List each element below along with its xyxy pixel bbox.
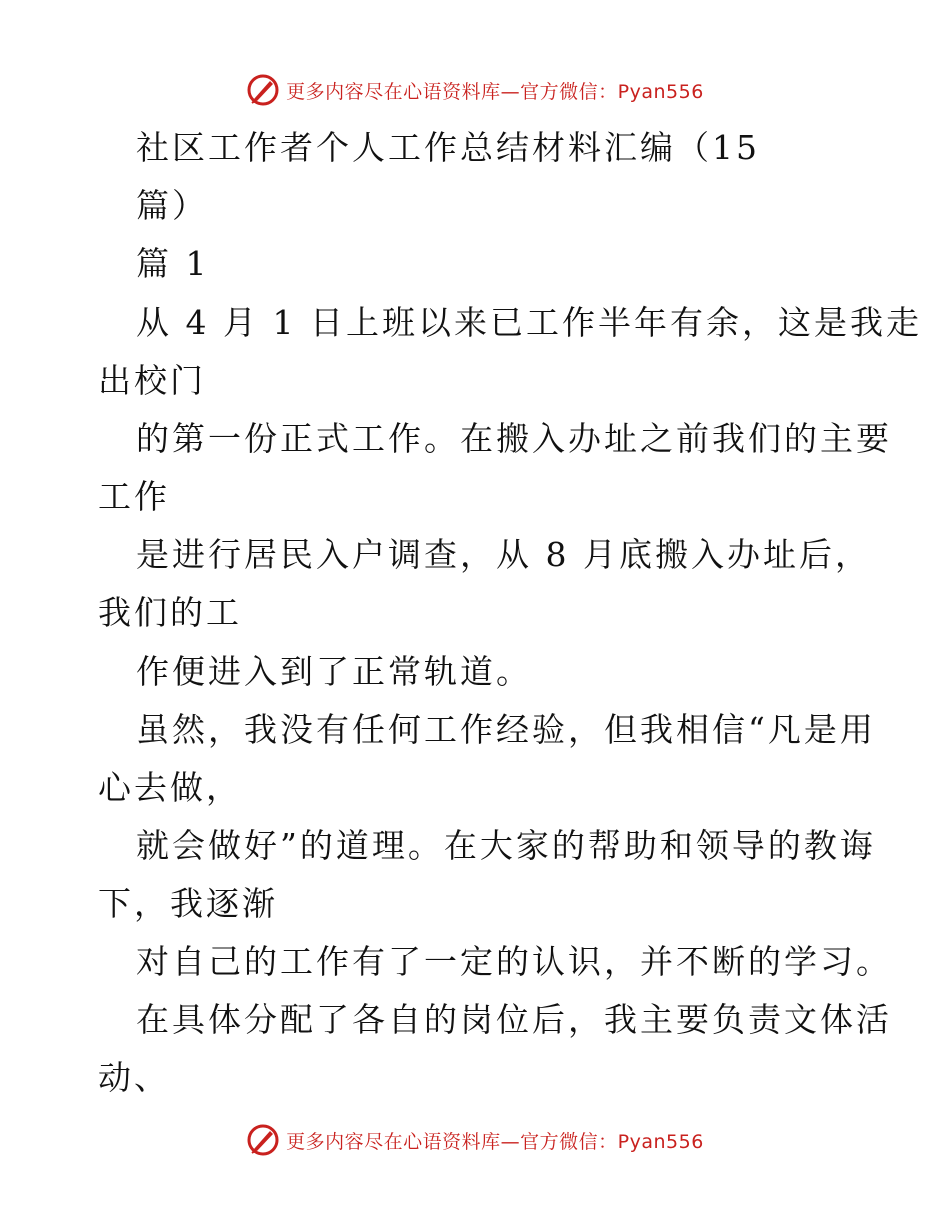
- paragraph-line: 从 4 月 1 日上班以来已工作半年有余，这是我走: [136, 303, 922, 342]
- paragraph-line: 下，我逐渐: [98, 884, 278, 923]
- paragraph-line: 作便进入到了正常轨道。: [136, 652, 532, 691]
- paragraph-line: 我们的工: [98, 593, 242, 632]
- paragraph-line: 虽然，我没有任何工作经验，但我相信“凡是用: [136, 710, 876, 749]
- footer-banner: [0, 1118, 950, 1162]
- paragraph-line: 动、: [98, 1058, 170, 1097]
- quill-pen-logo-icon: [246, 1123, 280, 1157]
- paragraph-line: 工作: [98, 477, 170, 516]
- paragraph-line: 是进行居民入户调查，从 8 月底搬入办址后，: [136, 535, 871, 574]
- header-banner-text: 更多内容尽在心语资料库—官方微信：Pyan556: [286, 80, 704, 103]
- paragraph-line: 在具体分配了各自的岗位后，我主要负责文体活: [136, 1000, 892, 1039]
- paragraph-line: 就会做好”的道理。在大家的帮助和领导的教诲: [136, 826, 876, 865]
- paragraph-line: 出校门: [98, 361, 206, 400]
- paragraph-line: 对自己的工作有了一定的认识，并不断的学习。: [136, 942, 892, 981]
- document-title-line-1: 社区工作者个人工作总结材料汇编（15: [136, 128, 760, 167]
- footer-banner-text: 更多内容尽在心语资料库—官方微信：Pyan556: [286, 1130, 704, 1153]
- paragraph-line: 心去做，: [98, 768, 242, 807]
- document-title-line-2: 篇）: [136, 186, 208, 225]
- section-heading: 篇 1: [136, 244, 210, 283]
- paragraph-line: 的第一份正式工作。在搬入办址之前我们的主要: [136, 419, 892, 458]
